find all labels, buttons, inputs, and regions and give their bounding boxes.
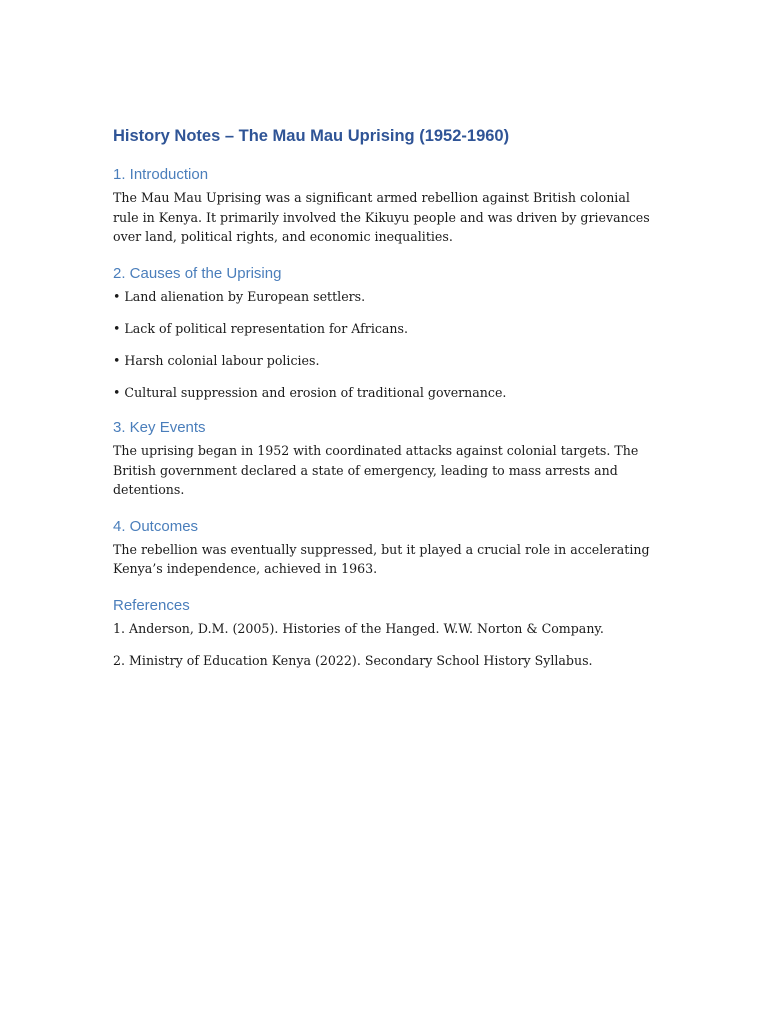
section-key-events <box>113 417 658 500</box>
section-introduction <box>113 164 658 247</box>
cause-list-item: • Land alienation by European settlers. <box>113 288 366 304</box>
section-causes <box>113 263 658 403</box>
cause-list-item: • Cultural suppression and erosion of traditional governance. <box>113 384 507 400</box>
reference-item: 1. Anderson, D.M. (2005). Histories of the Hanged. W.W. Norton & Company. <box>113 620 604 636</box>
section-heading-outcomes: 4. Outcomes <box>113 517 199 535</box>
section-heading-references: References <box>113 596 190 614</box>
cause-list-item: • Harsh colonial labour policies. <box>113 352 320 368</box>
section-references <box>113 595 658 671</box>
section-heading-introduction: 1. Introduction <box>113 166 209 183</box>
cause-list-item: • Lack of political representation for Africans. <box>113 320 408 336</box>
section-heading-causes: 2. Causes of the Uprising <box>113 264 282 282</box>
document-title: History Notes – The Mau Mau Uprising (1952-1960) <box>113 127 510 145</box>
introduction-paragraph: The Mau Mau Uprising was a significant armed rebellion against British colonial rule in Kenya. It primarily involved the Kikuyu people and was driven by grievances over land, political rights, and economic inequalities. <box>113 190 650 244</box>
reference-item: 2. Ministry of Education Kenya (2022). Secondary School History Syllabus. <box>113 652 593 668</box>
section-outcomes <box>113 516 658 579</box>
key-events-paragraph: The uprising began in 1952 with coordinated attacks against colonial targets. The British government declared a state of emergency, leading to mass arrests and detentions. <box>113 443 639 497</box>
section-heading-key-events: 3. Key Events <box>113 419 206 436</box>
outcomes-paragraph: The rebellion was eventually suppressed, but it played a crucial role in accelerating Kenya’s independence, achieved in 1963. <box>113 541 650 576</box>
